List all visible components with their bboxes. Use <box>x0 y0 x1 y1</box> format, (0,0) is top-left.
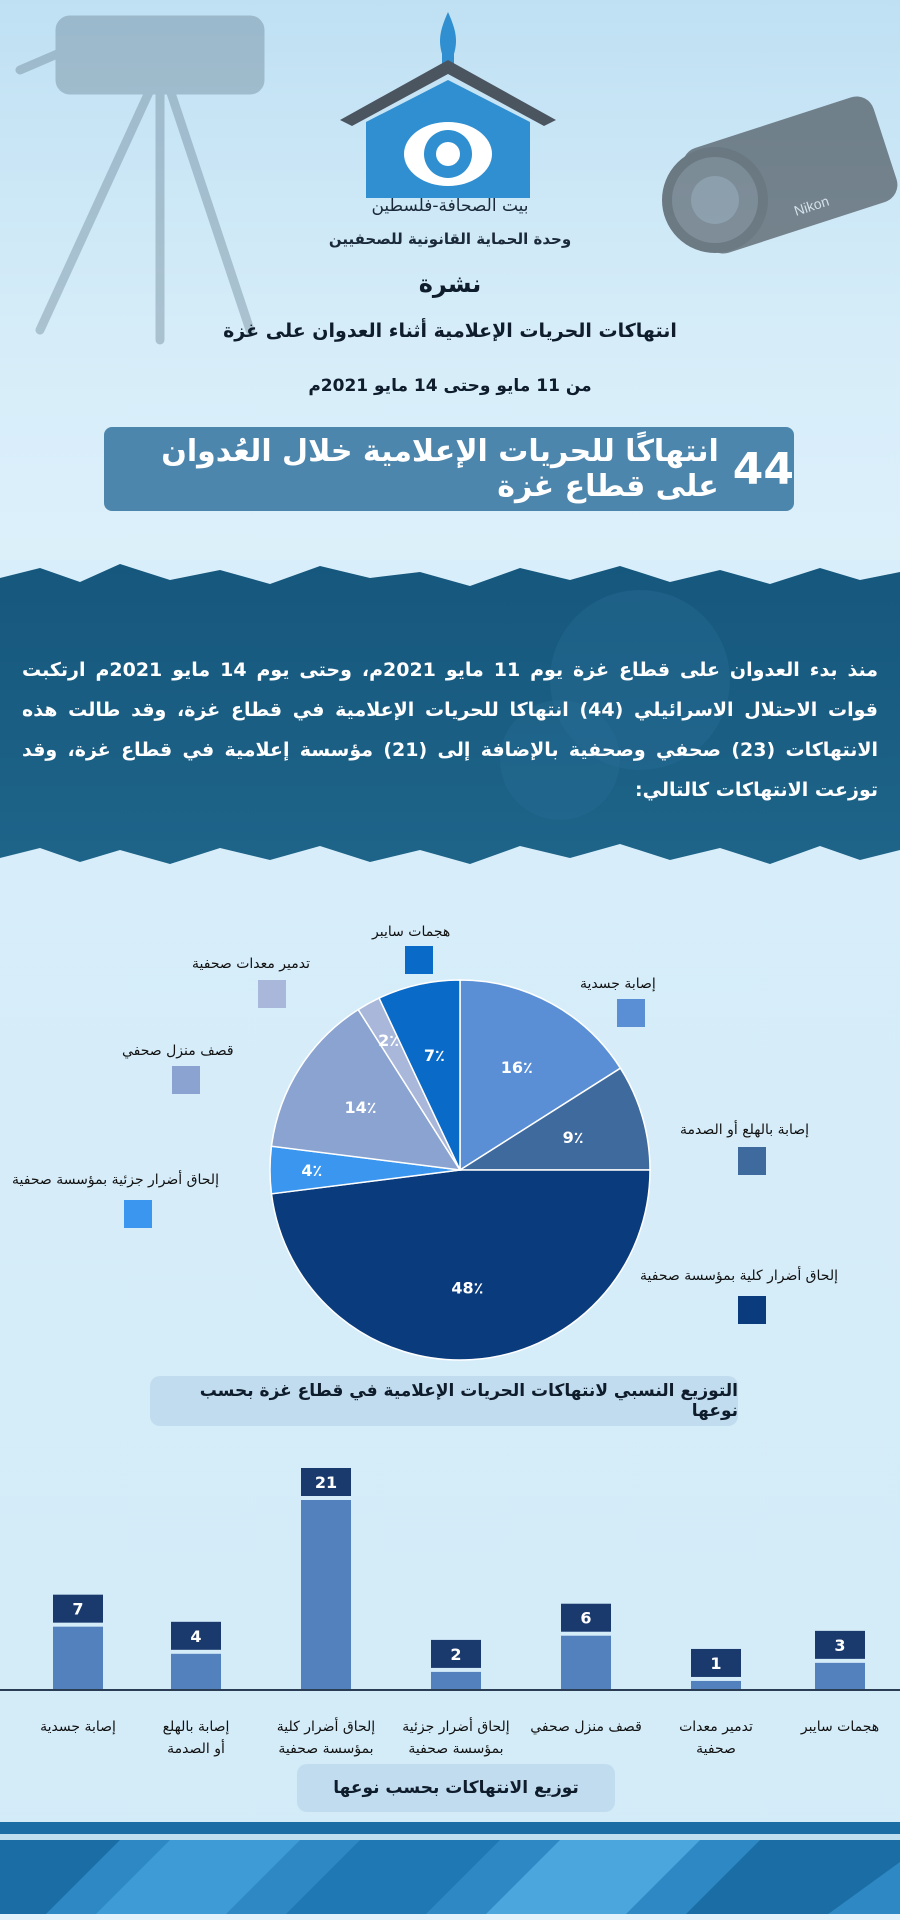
pie-legend-label-cyber: هجمات سايبر <box>372 924 451 940</box>
pie-legend-swatch-cyber <box>405 946 433 974</box>
bar-4 <box>561 1636 611 1690</box>
pie-legend-label-injury: إصابة جسدية <box>580 976 656 992</box>
pen-nib-icon <box>440 12 456 54</box>
pie-slice-value-3: 4٪ <box>301 1161 323 1180</box>
bar-category-line: إصابة جسدية <box>40 1719 116 1735</box>
bar-value-4: 6 <box>580 1608 592 1628</box>
bar-value-3: 2 <box>450 1644 462 1664</box>
intro-text: منذ بدء العدوان على قطاع غزة يوم 11 مايو 2021م، وحتى يوم 14 مايو 2021م ارتكبت قوات الاحتلال الاسرائيلي (44) انتهاكا للحريات الإعلامية في قطاع غزة، وقد طالت هذه الانتهاكات (23) صحفي وصحفية بالإضافة إلى (21) مؤسسة إعلامية في قطاع غزة، وقد توزعت الانتهاكات كالتالي: <box>22 659 879 801</box>
bar-value-1: 4 <box>190 1626 202 1646</box>
bar-category-label-6 <box>775 1716 900 1738</box>
bar-1 <box>171 1654 221 1690</box>
pie-legend-label-total-damage: إلحاق أضرار كلية بمؤسسة صحفية <box>640 1268 838 1284</box>
brand-name: بيت الصحافة-فلسطين <box>371 196 529 216</box>
camera-brand: Nikon <box>791 192 831 219</box>
pie-legend-label-home-shelling: قصف منزل صحفي <box>122 1043 234 1059</box>
bar-category-line: بمؤسسة صحفية <box>408 1741 504 1757</box>
pie-legend-swatch-home-shelling <box>172 1066 200 1094</box>
bar-value-2: 21 <box>314 1473 338 1492</box>
bar-value-6: 3 <box>834 1635 846 1655</box>
pie-slice-2 <box>271 1170 650 1360</box>
bulletin-subtitle: انتهاكات الحريات الإعلامية أثناء العدوان على غزة <box>223 320 677 342</box>
bar-category-line: إلحاق أضرار كلية <box>276 1719 376 1735</box>
pie-slice-value-0: 16٪ <box>500 1057 533 1077</box>
bar-category-line: إصابة بالهلع <box>162 1719 230 1735</box>
bar-category-label-0 <box>13 1716 143 1738</box>
bar-5 <box>691 1681 741 1690</box>
brand-unit: وحدة الحماية القانونية للصحفيين <box>328 230 572 248</box>
pie-slice-value-2: 48٪ <box>451 1278 484 1298</box>
bar-category-line: تدمير معدات <box>679 1719 753 1735</box>
bar-category-line: هجمات سايبر <box>800 1719 880 1735</box>
headline-banner <box>104 427 794 511</box>
bar-category-label-3 <box>391 1716 521 1760</box>
bar-3 <box>431 1672 481 1690</box>
bar-0 <box>53 1627 103 1690</box>
bar-value-5: 1 <box>710 1653 722 1673</box>
bar-category-line: بمؤسسة صحفية <box>278 1741 374 1757</box>
footer-decoration <box>0 1822 900 1920</box>
pie-legend-swatch-trauma <box>738 1147 766 1175</box>
pie-legend-label-equipment: تدمير معدات صحفية <box>192 956 311 972</box>
bar-category-line: قصف منزل صحفي <box>530 1719 642 1735</box>
bar-6 <box>815 1663 865 1690</box>
pie-slice-value-5: 2٪ <box>378 1031 400 1051</box>
pie-slice-value-4: 14٪ <box>344 1097 377 1117</box>
bar-category-label-5 <box>651 1716 781 1760</box>
pie-legend-swatch-total-damage <box>738 1296 766 1324</box>
bar-category-line: إلحاق أضرار جزئية <box>402 1719 510 1735</box>
bar-category-label-4 <box>521 1716 651 1738</box>
headline-number: 44 <box>732 443 794 495</box>
bar-category-line: صحفية <box>696 1741 736 1757</box>
bar-2 <box>301 1500 351 1690</box>
pie-legend-swatch-partial-damage <box>124 1200 152 1228</box>
bar-value-0: 7 <box>72 1599 84 1619</box>
press-house-logo <box>330 10 570 210</box>
bar-chart-title: توزيع الانتهاكات بحسب نوعها <box>297 1764 615 1812</box>
pie-legend-swatch-equipment <box>258 980 286 1008</box>
bulletin-title: نشرة <box>418 270 482 298</box>
bar-category-line: أو الصدمة <box>167 1741 225 1757</box>
pie-legend-label-trauma: إصابة بالهلع أو الصدمة <box>680 1122 810 1138</box>
bar-category-label-1 <box>131 1716 261 1760</box>
bar-chart <box>0 1430 900 1700</box>
pie-legend-label-partial-damage: إلحاق أضرار جزئية بمؤسسة صحفية <box>12 1172 219 1188</box>
pie-chart-title: التوزيع النسبي لانتهاكات الحريات الإعلامية في قطاع غزة بحسب نوعها <box>150 1376 738 1426</box>
pie-slice-value-6: 7٪ <box>423 1046 445 1066</box>
bar-category-label-2 <box>261 1716 391 1760</box>
pie-slice-value-1: 9٪ <box>562 1128 584 1148</box>
pie-legend-swatch-injury <box>617 999 645 1027</box>
headline-text: انتهاكًا للحريات الإعلامية خلال العُدوان على قطاع غزة <box>161 434 719 504</box>
bulletin-period: من 11 مايو وحتى 14 مايو 2021م <box>308 376 592 396</box>
